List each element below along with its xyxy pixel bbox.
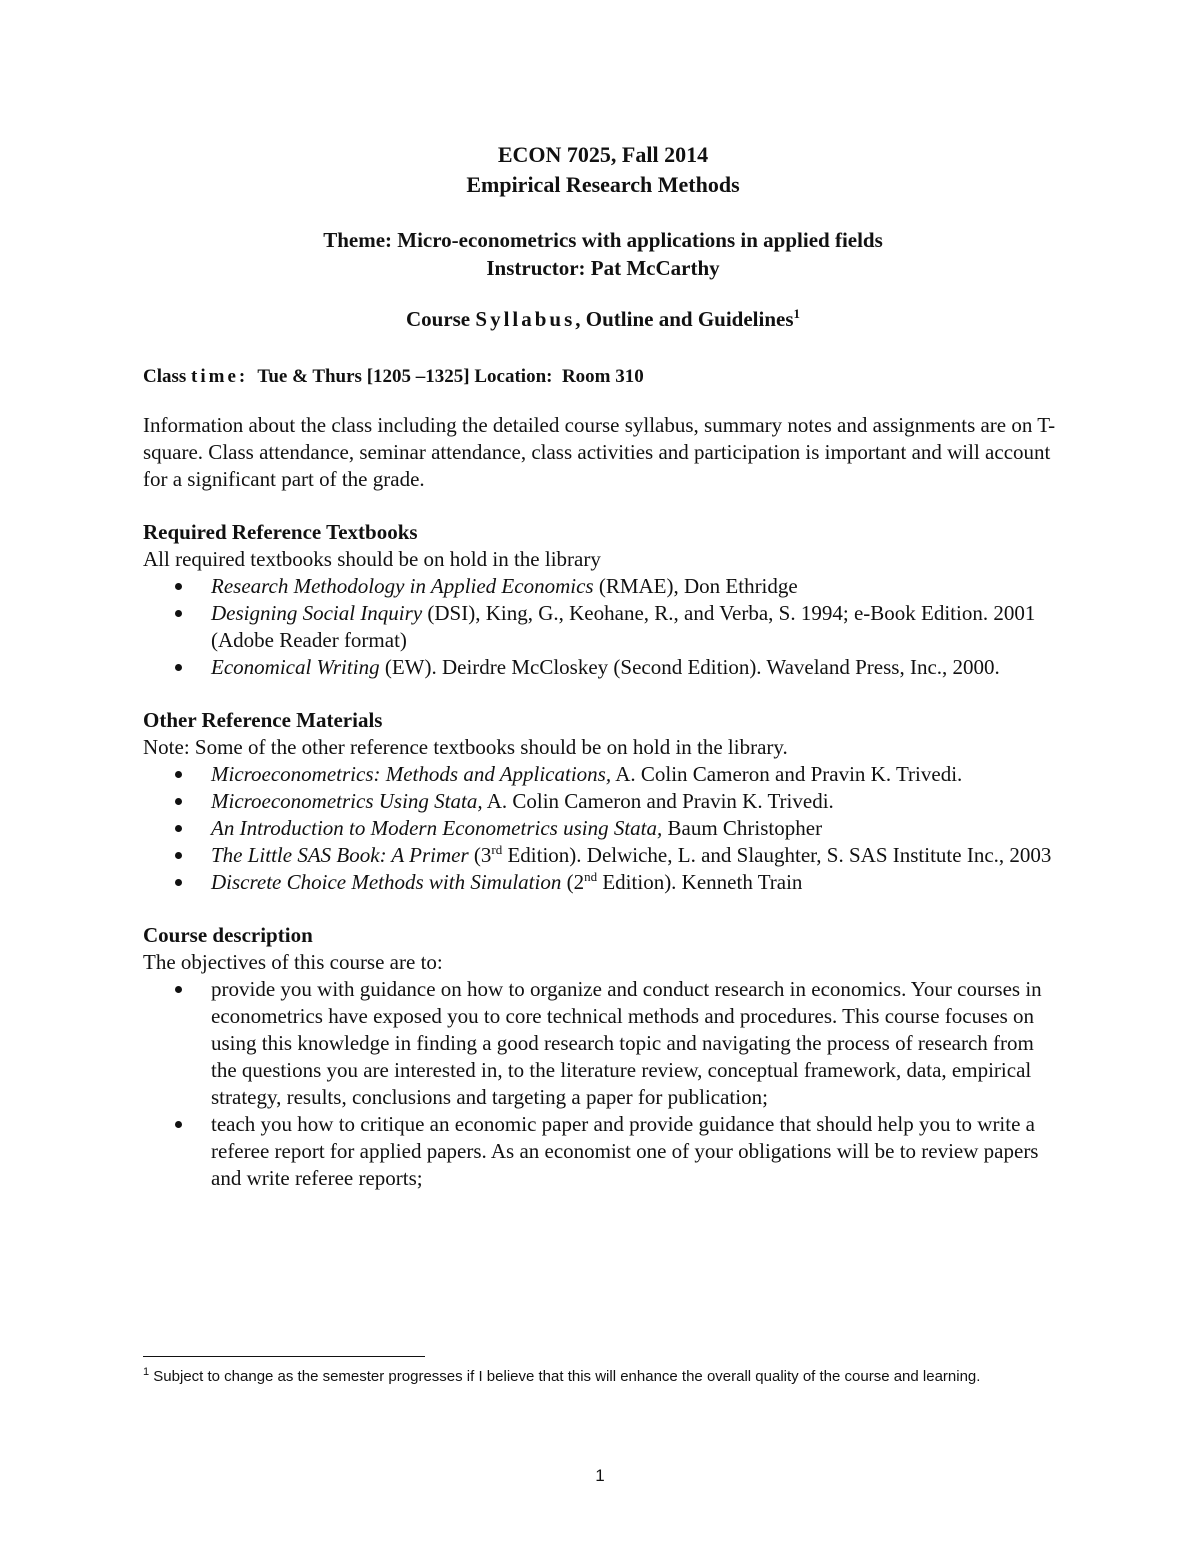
- required-list: [143, 573, 1063, 681]
- description-note: The objectives of this course are to:: [143, 950, 443, 974]
- syllabus-heading: Course Syllabus, Outline and Guidelines$^1$: [405, 306, 801, 331]
- course-title: Empirical Research Methods: [466, 172, 740, 197]
- list-item: The Little SAS Book: A Primer (3rd Edition). Delwiche, L. and Slaughter, S. SAS Institute Inc., 2003: [143, 842, 1063, 869]
- bullet-icon: [175, 986, 182, 993]
- list-item: Microeconometrics: Methods and Applications, A. Colin Cameron and Pravin K. Trivedi.: [143, 761, 1063, 788]
- bullet-icon: [175, 771, 182, 778]
- course-theme: Theme: Micro-econometrics with applications in applied fields: [323, 228, 883, 252]
- description-heading: Course description: [143, 923, 313, 947]
- required-heading: Required Reference Textbooks: [143, 520, 418, 544]
- list-item: teach you how to critique an economic paper and provide guidance that should help you to write a referee report for applied papers. As an economist one of your obligations will be to review papers and write referee reports;: [143, 1111, 1063, 1192]
- intro-paragraph: Information about the class including the detailed course syllabus, summary notes and assignments are on T-square. Class attendance, seminar attendance, class activities and participation is important and will account for a significant part of the grade.: [143, 413, 1056, 491]
- other-list: [143, 761, 1063, 896]
- instructor: Instructor: Pat McCarthy: [486, 256, 720, 280]
- other-note: Note: Some of the other reference textbooks should be on hold in the library.: [143, 735, 788, 759]
- bullet-icon: [175, 852, 182, 859]
- bullet-icon: [175, 798, 182, 805]
- page-number: 1: [595, 1466, 605, 1485]
- bullet-icon: [175, 879, 182, 886]
- bullet-icon: [175, 825, 182, 832]
- document-page: [143, 140, 1063, 1192]
- list-item: Research Methodology in Applied Economics (RMAE), Don Ethridge: [143, 573, 1063, 600]
- list-item: Economical Writing (EW). Deirdre McCloskey (Second Edition). Waveland Press, Inc., 2000.: [143, 654, 1063, 681]
- list-item: An Introduction to Modern Econometrics using Stata, Baum Christopher: [143, 815, 1063, 842]
- description-list: [143, 976, 1063, 1192]
- footnote: $^1$ Subject to change as the semester progresses if I believe that this will enhance the overall quality of the course and learning.: [143, 1366, 981, 1385]
- class-time: Class time: Tue & Thurs [1205 –1325] Location: Room 310: [143, 366, 644, 387]
- list-item: provide you with guidance on how to organize and conduct research in economics. Your courses in econometrics have exposed you to core technical methods and procedures. This course focuses on using this knowledge in finding a good research topic and navigating the process of research from the questions you are interested in, to the literature review, conceptual framework, data, empirical strategy, results, conclusions and targeting a paper for publication;: [143, 976, 1063, 1111]
- other-heading: Other Reference Materials: [143, 708, 383, 732]
- list-item: Microeconometrics Using Stata, A. Colin Cameron and Pravin K. Trivedi.: [143, 788, 1063, 815]
- footnote-divider: [143, 1356, 425, 1357]
- bullet-icon: [175, 583, 182, 590]
- list-item: Designing Social Inquiry (DSI), King, G., Keohane, R., and Verba, S. 1994; e-Book Edition. 2001 (Adobe Reader format): [143, 600, 1063, 654]
- bullet-icon: [175, 610, 182, 617]
- required-note: All required textbooks should be on hold in the library: [143, 547, 601, 571]
- footnote-ref[interactable]: 1: [793, 306, 801, 321]
- bullet-icon: [175, 1121, 182, 1128]
- course-code: ECON 7025, Fall 2014: [497, 142, 709, 167]
- list-item: Discrete Choice Methods with Simulation (2nd Edition). Kenneth Train: [143, 869, 1063, 896]
- bullet-icon: [175, 664, 182, 671]
